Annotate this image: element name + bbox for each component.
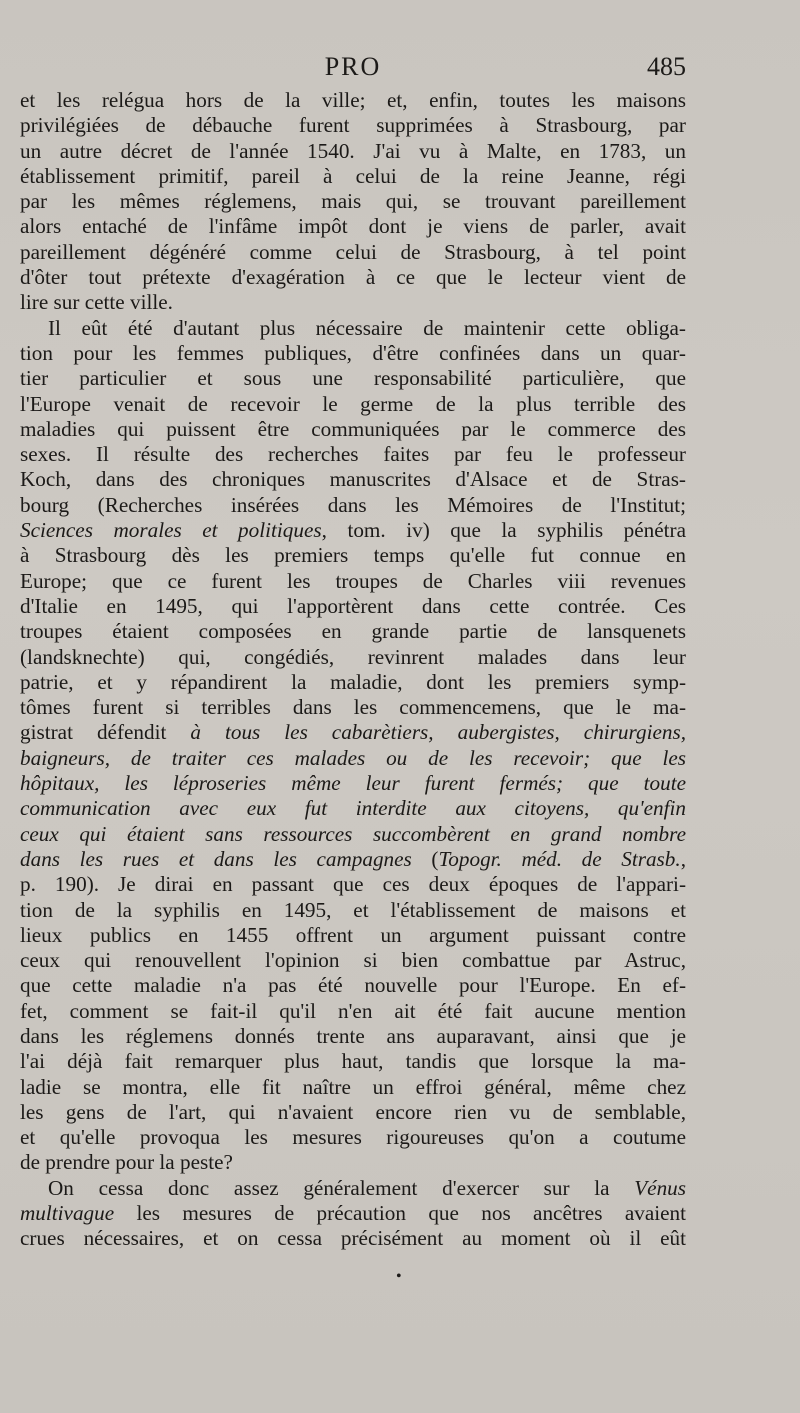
text-segment: lire sur cette ville. [20,290,173,315]
text-line [20,139,686,164]
text-line [20,898,686,923]
text-segment: maladies qui puissent être communiquées par le commerce des [20,416,686,441]
text-segment: ( [411,846,439,871]
text-line [20,113,686,138]
text-segment: un autre décret de l'année 1540. J'ai vu à Malte, en 1783, un [20,138,686,163]
text-line [20,594,686,619]
text-line [20,872,686,897]
text-segment: tion de la syphilis en 1495, et l'établissement de maisons et [20,897,686,922]
text-line [20,847,686,872]
text-segment: tion pour les femmes publiques, d'être confinées dans un quar- [20,340,686,365]
italic-text: Vénus [634,1175,686,1200]
text-segment: gistrat défendit [20,720,191,745]
text-segment: par les mêmes réglemens, mais qui, se trouvant pareillement [20,189,686,214]
text-segment: , [680,846,686,871]
text-line [20,569,686,594]
text-line [20,999,686,1024]
text-segment: On cessa donc assez généralement d'exercer sur la [48,1175,635,1200]
text-line [20,1150,686,1175]
text-segment: dans les réglemens donnés trente ans auparavant, ainsi que je [20,1023,686,1048]
text-segment: p. 190). Je dirai en passant que ces deux époques de l'appari- [20,872,686,897]
text-line [20,1201,686,1226]
text-segment: l'Europe venait de recevoir le germe de la plus terrible des [20,391,686,416]
text-line [20,366,686,391]
text-segment: troupes étaient composées en grande partie de lansquenets [20,619,686,644]
text-line [20,214,686,239]
text-segment: Europe; que ce furent les troupes de Charles viii revenues [20,568,686,593]
text-segment: établissement primitif, pareil à celui de la reine Jeanne, régi [20,163,686,188]
text-segment: que cette maladie n'a pas été nouvelle pour l'Europe. En ef- [20,973,686,998]
page-header [20,52,686,84]
text-segment: patrie, et y répandirent la maladie, dont les premiers symp- [20,669,686,694]
text-line [20,493,686,518]
italic-text: ceux qui étaient sans ressources succombèrent en grand nombre [20,821,686,846]
text-segment: et les relégua hors de la ville; et, enfin, toutes les maisons [20,88,686,112]
body-text [20,88,686,1252]
text-line [20,1075,686,1100]
text-segment: tier particulier et sous une responsabilité particulière, que [20,366,686,391]
text-line [20,1226,686,1251]
text-segment: tômes furent si terribles dans les commencemens, que le ma- [20,695,686,720]
text-line [20,1100,686,1125]
text-segment: privilégiées de débauche furent supprimées à Strasbourg, par [20,113,686,138]
italic-text: Topogr. méd. de Strasb. [438,846,681,871]
text-segment: Il eût été d'autant plus nécessaire de maintenir cette obliga- [48,315,686,340]
text-line [20,518,686,543]
text-segment: pareillement dégénéré comme celui de Strasbourg, à tel point [20,239,686,264]
italic-text: baigneurs, de traiter ces malades ou de les recevoir; que les [20,745,686,770]
text-line [20,417,686,442]
text-segment: et qu'elle provoqua les mesures rigoureuses qu'on a coutume [20,1125,686,1150]
text-segment: ceux qui renouvellent l'opinion si bien combattue par Astruc, [20,948,686,973]
text-segment: les mesures de précaution que nos ancêtres avaient [114,1201,686,1226]
text-line [20,746,686,771]
text-line [20,265,686,290]
text-line [20,720,686,745]
italic-text: Sciences morales et politiques [20,518,322,543]
text-segment: d'ôter tout prétexte d'exagération à ce que le lecteur vient de [20,265,686,290]
text-segment: les gens de l'art, qui n'avaient encore rien vu de semblable, [20,1099,686,1124]
text-line [20,88,686,113]
italic-text: à tous les cabarètiers, aubergistes, chirurgiens, [190,720,686,745]
text-segment: de prendre pour la peste? [20,1150,233,1175]
text-line [20,467,686,492]
text-line [20,695,686,720]
text-line [20,619,686,644]
text-segment: à Strasbourg dès les premiers temps qu'elle fut connue en [20,543,686,568]
text-segment: , tom. iv) que la syphilis pénétra [321,518,686,543]
text-segment: l'ai déjà fait remarquer plus haut, tandis que lorsque la ma- [20,1049,686,1074]
text-line [20,442,686,467]
text-line [20,771,686,796]
text-segment: (landsknechte) qui, congédiés, revinrent malades dans leur [20,644,686,669]
text-segment: fet, comment se fait-il qu'il n'en ait été fait aucune mention [20,998,686,1023]
italic-text: dans les rues et dans les campagnes [20,846,412,871]
text-line [20,1049,686,1074]
text-line [20,670,686,695]
text-line [20,240,686,265]
text-segment: crues nécessaires, et on cessa précisément au moment où il eût [20,1226,686,1251]
text-line [20,645,686,670]
text-segment: ladie se montra, elle fit naître un effroi général, même chez [20,1074,686,1099]
text-line [20,796,686,821]
text-segment: bourg (Recherches insérées dans les Mémoires de l'Institut; [20,492,686,517]
text-segment: lieux publics en 1455 offrent un argument puissant contre [20,922,686,947]
text-segment: sexes. Il résulte des recherches faites par feu le professeur [20,442,686,467]
italic-text: multivague [20,1201,115,1226]
text-segment: d'Italie en 1495, qui l'apportèrent dans cette contrée. Ces [20,593,686,618]
text-segment: alors entaché de l'infâme impôt dont je viens de parler, avait [20,214,686,239]
text-line [20,1024,686,1049]
text-line [20,1176,686,1201]
text-line [20,923,686,948]
running-title: PRO [324,52,382,81]
text-line [20,543,686,568]
text-line [20,973,686,998]
footer-mark: • [396,1268,402,1285]
text-line [20,822,686,847]
text-line [20,1125,686,1150]
italic-text: communication avec eux fut interdite aux citoyens, qu'enfin [20,796,686,821]
text-segment: Koch, dans des chroniques manuscrites d'Alsace et de Stras- [20,467,686,492]
text-line [20,316,686,341]
italic-text: hôpitaux, les léproseries même leur furent fermés; que toute [20,771,686,796]
page-number: 485 [647,52,686,81]
text-line [20,290,686,315]
text-line [20,392,686,417]
text-line [20,164,686,189]
text-line [20,948,686,973]
text-line [20,341,686,366]
text-line [20,189,686,214]
